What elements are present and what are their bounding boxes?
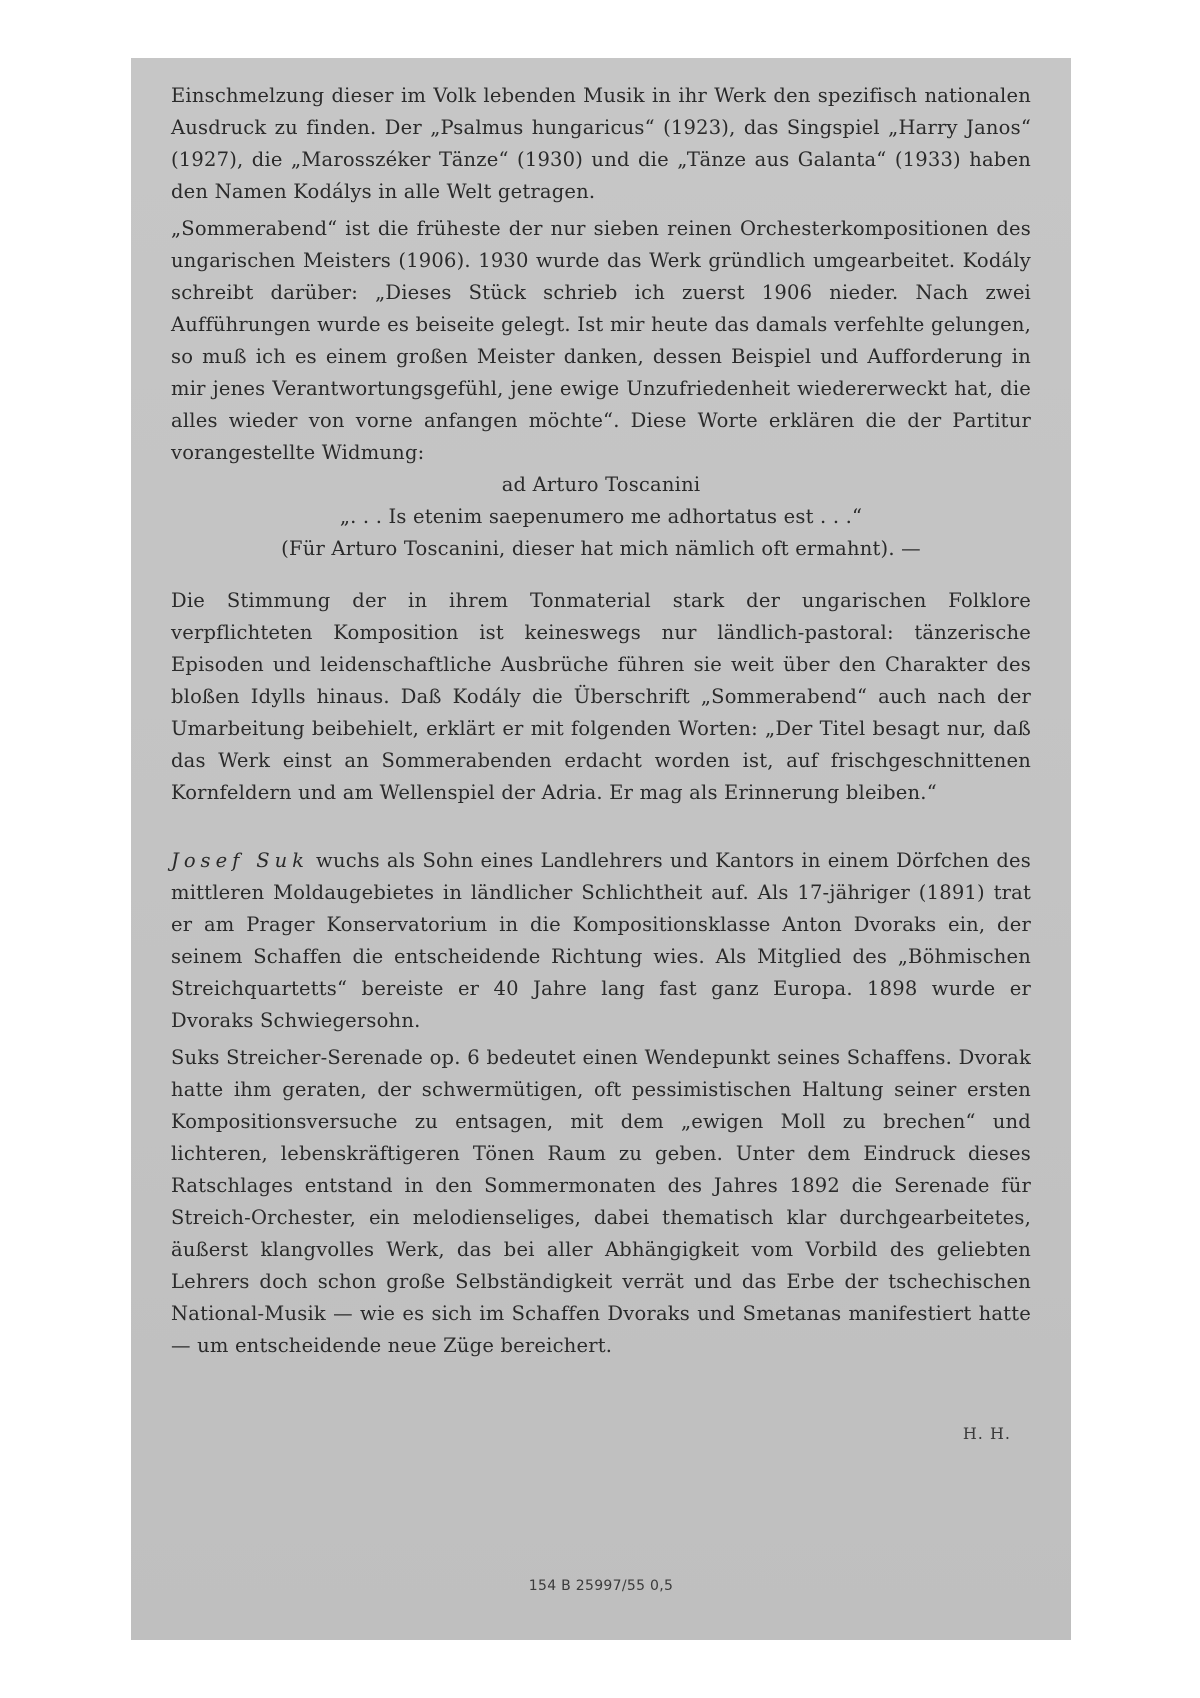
dedication-line-2: „. . . Is etenim saepenumero me adhortatus est . . .“ <box>339 505 863 528</box>
composer-name-suk: Josef Suk <box>171 849 309 872</box>
paragraph-sommerabend: „Sommerabend“ ist die früheste der nur sieben reinen Orchesterkompositionen des ungarischen Meisters (1906). 1930 wurde das Werk gründlich umgearbeitet. Kodály schreibt darüber: „Dieses Stück schrieb ich zuerst 1906 nieder. Nach zwei Aufführungen wurde es beiseite gelegt. Ist mir heute das damals verfehlte gelungen, so muß ich es einem großen Meister danken, dessen Beispiel und Aufforderung in mir jenes Verantwortungsgefühl, jene ewige Unzufriedenheit wiedererweckt hat, die alles wieder von vorne anfangen möchte“. Diese Worte erklären die der Partitur vorangestellte Widmung: <box>171 217 1031 464</box>
dedication-line-1: ad Arturo Toscanini <box>501 473 701 496</box>
print-code: 154 B 25997/55 0,5 <box>528 1578 674 1594</box>
dedication-line-3: (Für Arturo Toscanini, dieser hat mich nämlich oft ermahnt). — <box>281 537 921 560</box>
paragraph-kodaly-works: Einschmelzung dieser im Volk lebenden Musik in ihr Werk den spezifisch nationalen Ausdruck zu finden. Der „Psalmus hungaricus“ (1923), das Singspiel „Harry Janos“ (1927), die „Marosszéker Tänze“ (1930) und die „Tänze aus Galanta“ (1933) haben den Namen Kodálys in alle Welt getragen. <box>171 84 1031 203</box>
dedication-block <box>171 469 1031 565</box>
paragraph-suk-biography <box>171 845 1031 1037</box>
paragraph-suk-serenade: Suks Streicher-Serenade op. 6 bedeutet einen Wendepunkt seines Schaffens. Dvorak hatte ihm geraten, der schwermütigen, oft pessimistischen Haltung seiner ersten Kompositionsversuche zu entsagen, mit dem „ewigen Moll zu brechen“ und lichteren, lebenskräftigeren Tönen Raum zu geben. Unter dem Eindruck dieses Ratschlages entstand in den Sommermonaten des Jahres 1892 die Serenade für Streich-Orchester, ein melodienseliges, dabei thematisch klar durchgearbeitetes, äußerst klangvolles Werk, das bei aller Abhängigkeit vom Vorbild des geliebten Lehrers doch schon große Selbständigkeit verrät und das Erbe der tschechischen National-Musik — wie es sich im Schaffen Dvoraks und Smetanas manifestiert hatte — um entscheidende neue Züge bereichert. <box>171 1046 1031 1357</box>
author-signature: H. H. <box>962 1424 1011 1443</box>
suk-biography-text: wuchs als Sohn eines Landlehrers und Kantors in einem Dörfchen des mittleren Moldaugebietes in ländlicher Schlichtheit auf. Als 17-jähriger (1891) trat er am Prager Konservatorium in die Kompositionsklasse Anton Dvoraks ein, der seinem Schaffen die entscheidende Richtung wies. Als Mitglied des „Böhmischen Streichquartetts“ bereiste er 40 Jahre lang fast ganz Europa. 1898 wurde er Dvoraks Schwiegersohn. <box>171 849 1031 1032</box>
document-page <box>131 58 1071 1640</box>
paragraph-mood: Die Stimmung der in ihrem Tonmaterial stark der ungarischen Folklore verpflichteten Komposition ist keineswegs nur ländlich-pastoral: tänzerische Episoden und leidenschaftliche Ausbrüche führen sie weit über den Charakter des bloßen Idylls hinaus. Daß Kodály die Überschrift „Sommerabend“ auch nach der Umarbeitung beibehielt, erklärt er mit folgenden Worten: „Der Titel besagt nur, daß das Werk einst an Sommerabenden erdacht worden ist, auf frischgeschnittenen Kornfeldern und am Wellenspiel der Adria. Er mag als Erinnerung bleiben.“ <box>171 589 1031 804</box>
